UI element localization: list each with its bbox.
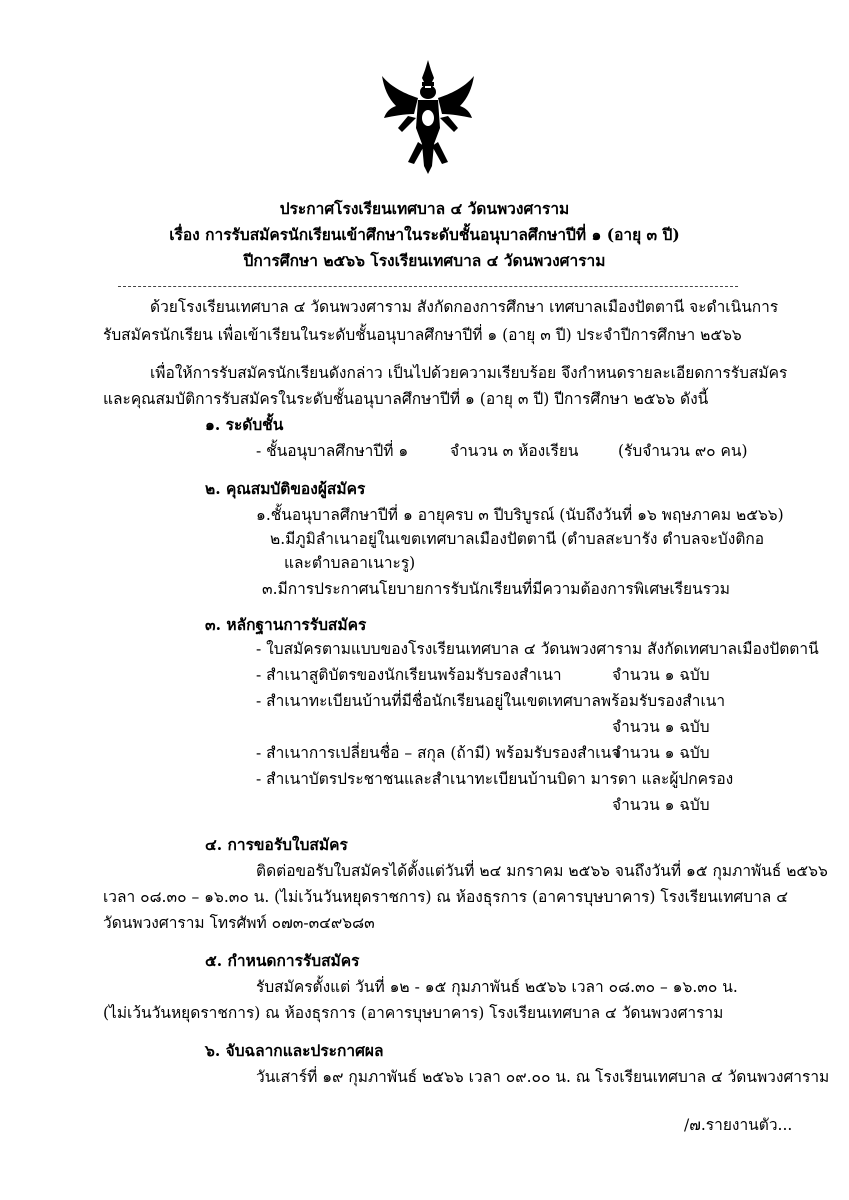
document-2-qty: จำนวน ๑ ฉบับ xyxy=(612,666,710,684)
intro-line-3: เพื่อให้การรับสมัครนักเรียนดังกล่าว เป็นไปด้วยความเรียบร้อย จึงกำหนดรายละเอียดการรับสมัคร xyxy=(150,364,788,382)
announcement-subject: เรื่อง การรับสมัครนักเรียนเข้าศึกษาในระดับชั้นอนุบาลศึกษาปีที่ ๑ (อายุ ๓ ปี) xyxy=(169,225,680,244)
application-schedule-line-2: (ไม่เว้นวันหยุดราชการ) ณ ห้องธุรการ (อาคารบุษบาคาร) โรงเรียนเทศบาล ๔ วัดนพวงศาราม xyxy=(103,1004,724,1022)
section-3-heading: ๓. หลักฐานการรับสมัคร xyxy=(205,615,367,634)
document-4-qty: จำนวน ๑ ฉบับ xyxy=(612,744,710,762)
document-3-qty: จำนวน ๑ ฉบับ xyxy=(612,718,710,736)
section-5-heading: ๕. กำหนดการรับสมัคร xyxy=(205,951,360,970)
class-capacity: (รับจำนวน ๙๐ คน) xyxy=(618,442,748,460)
application-schedule-line-1: รับสมัครตั้งแต่ วันที่ ๑๒ - ๑๕ กุมภาพันธ์ ๒๕๖๖ เวลา ๐๘.๓๐ – ๑๖.๓๐ น. xyxy=(256,978,738,996)
document-5: - สำเนาบัตรประชาชนและสำเนาทะเบียนบ้านบิดา มารดา และผู้ปกครอง xyxy=(256,770,734,788)
announcement-title: ประกาศโรงเรียนเทศบาล ๔ วัดนพวงศาราม xyxy=(279,199,570,218)
application-pickup-line-1: ติดต่อขอรับใบสมัครได้ตั้งแต่วันที่ ๒๔ มกราคม ๒๕๖๖ จนถึงวันที่ ๑๕ กุมภาพันธ์ ๒๕๖๖ xyxy=(256,862,828,880)
document-3: - สำเนาทะเบียนบ้านที่มีชื่อนักเรียนอยู่ในเขตเทศบาลพร้อมรับรองสำเนา xyxy=(256,692,726,710)
dashed-divider xyxy=(118,286,738,287)
garuda-emblem-icon xyxy=(378,58,478,178)
next-page-indicator: /๗.รายงานตัว... xyxy=(684,1116,793,1134)
document-2: - สำเนาสูติบัตรของนักเรียนพร้อมรับรองสำเนา xyxy=(256,666,562,684)
section-6-heading: ๖. จับฉลากและประกาศผล xyxy=(205,1041,384,1060)
announcement-year: ปีการศึกษา ๒๕๖๖ โรงเรียนเทศบาล ๔ วัดนพวงศาราม xyxy=(243,251,606,270)
lottery-line-1: วันเสาร์ที่ ๑๙ กุมภาพันธ์ ๒๕๖๖ เวลา ๐๙.๐๐ น. ณ โรงเรียนเทศบาล ๔ วัดนพวงศาราม xyxy=(256,1068,830,1086)
document-1: - ใบสมัครตามแบบของโรงเรียนเทศบาล ๔ วัดนพวงศาราม สังกัดเทศบาลเมืองปัตตานี xyxy=(256,640,819,658)
application-pickup-line-3: วัดนพวงศาราม โทรศัพท์ ๐๗๓-๓๔๙๖๘๓ xyxy=(103,914,375,932)
qualification-2-cont: และตำบลอาเนาะรู) xyxy=(284,554,416,572)
intro-line-1: ด้วยโรงเรียนเทศบาล ๔ วัดนพวงศาราม สังกัดกองการศึกษา เทศบาลเมืองปัตตานี จะดำเนินการ xyxy=(150,298,779,316)
section-2-heading: ๒. คุณสมบัติของผู้สมัคร xyxy=(205,479,366,498)
application-pickup-line-2: เวลา ๐๘.๓๐ – ๑๖.๓๐ น. (ไม่เว้นวันหยุดราชการ) ณ ห้องธุรการ (อาคารบุษบาคาร) โรงเรียนเทศบาล ๔ xyxy=(103,888,788,906)
qualification-1: ๑.ชั้นอนุบาลศึกษาปีที่ ๑ อายุครบ ๓ ปีบริบูรณ์ (นับถึงวันที่ ๑๖ พฤษภาคม ๒๕๖๖) xyxy=(256,506,784,524)
class-level-item: - ชั้นอนุบาลศึกษาปีที่ ๑ xyxy=(256,442,409,460)
class-rooms: จำนวน ๓ ห้องเรียน xyxy=(450,442,579,460)
document-4: - สำเนาการเปลี่ยนชื่อ – สกุล (ถ้ามี) พร้อมรับรองสำเนา xyxy=(256,744,620,762)
section-1-heading: ๑. ระดับชั้น xyxy=(205,415,284,434)
intro-line-4: และคุณสมบัติการรับสมัครในระดับชั้นอนุบาลศึกษาปีที่ ๑ (อายุ ๓ ปี) ปีการศึกษา ๒๕๖๖ ดังนี้ xyxy=(103,390,709,408)
document-5-qty: จำนวน ๑ ฉบับ xyxy=(612,796,710,814)
intro-line-2: รับสมัครนักเรียน เพื่อเข้าเรียนในระดับชั้นอนุบาลศึกษาปีที่ ๑ (อายุ ๓ ปี) ประจำปีการศึกษา ๒๕๖๖ xyxy=(103,326,742,344)
qualification-3: ๓.มีการประกาศนโยบายการรับนักเรียนที่มีความต้องการพิเศษเรียนรวม xyxy=(262,580,730,598)
qualification-2: ๒.มีภูมิลำเนาอยู่ในเขตเทศบาลเมืองปัตตานี (ตำบลสะบารัง ตำบลจะบังติกอ xyxy=(270,530,765,548)
section-4-heading: ๔. การขอรับใบสมัคร xyxy=(205,835,348,854)
